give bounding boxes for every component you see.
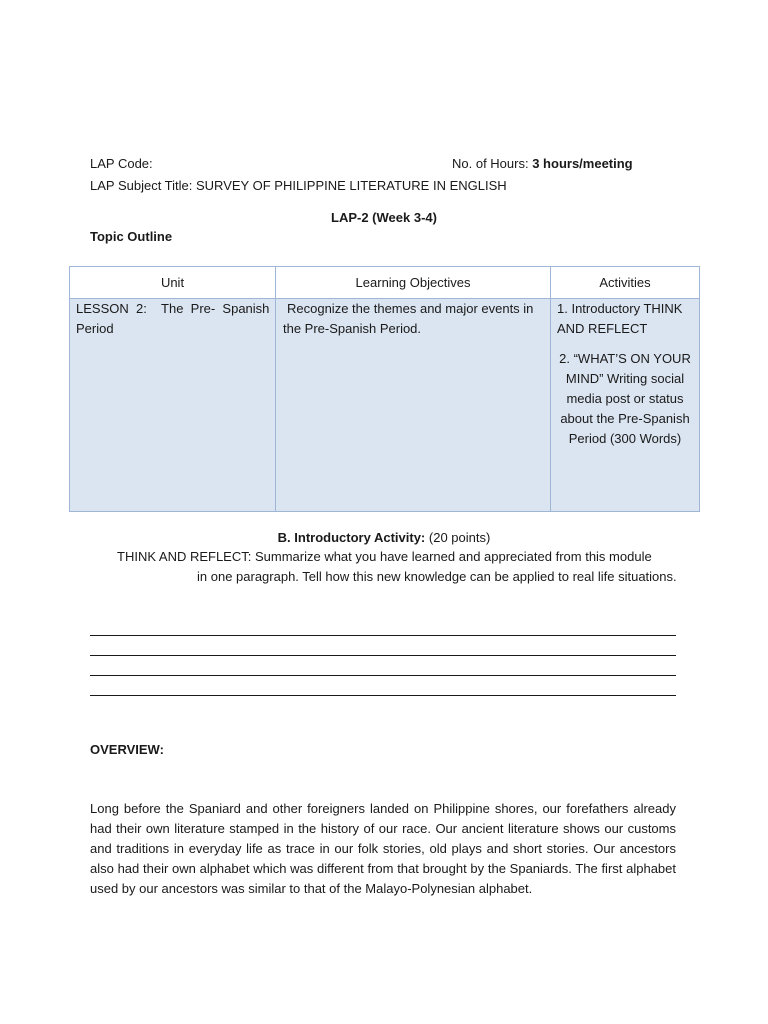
- hours-value: 3 hours/meeting: [532, 156, 633, 171]
- topic-outline-heading: Topic Outline: [90, 229, 173, 244]
- think-rest: in one paragraph. Tell how this new knowledge can be applied to real life situations.: [197, 569, 677, 584]
- hours-line: [452, 154, 633, 174]
- answer-line[interactable]: [90, 695, 676, 696]
- unit-line-1: LESSON 2: The Pre- Spanish: [76, 301, 270, 316]
- activity-title-bold: B. Introductory Activity:: [277, 530, 426, 545]
- unit-text: [70, 299, 275, 339]
- activity-2: 2. “WHAT’S ON YOUR MIND” Writing social media post or status about the Pre-Spanish Period (300 Words): [559, 351, 691, 446]
- header-objectives: Learning Objectives: [276, 267, 551, 299]
- answer-line[interactable]: [90, 675, 676, 676]
- answer-line[interactable]: [90, 635, 676, 636]
- overview-heading: OVERVIEW:: [90, 742, 164, 757]
- objectives-cell: [276, 299, 551, 512]
- unit-line-2: Period: [76, 321, 114, 336]
- hours-label: No. of Hours:: [452, 156, 529, 171]
- think-reflect-instructions: [117, 547, 677, 587]
- overview-paragraph: Long before the Spaniard and other foreigners landed on Philippine shores, our forefathers already had their own literature stamped in the history of our race. Our ancient literature shows our customs and traditions in everyday life as trace in our folk stories, old plays and short stories. Our ancestors also had their own alphabet which was different from that brought by the Spaniards. The first alphabet used by our ancestors was similar to that of the Malayo-Polynesian alphabet.: [90, 801, 676, 896]
- objective-text: Recognize the themes and major events in the Pre-Spanish Period.: [283, 301, 534, 336]
- header-activities: Activities: [551, 267, 700, 299]
- table-header-row: [70, 267, 700, 299]
- table-row: [70, 299, 700, 512]
- activity-points: (20 points): [428, 530, 491, 545]
- subject-line: [90, 176, 507, 196]
- lap-code-label: LAP Code:: [90, 156, 153, 171]
- activity-1: 1. Introductory THINK AND REFLECT: [557, 301, 683, 336]
- activity-title: [0, 528, 768, 548]
- think-line-1: THINK AND REFLECT: Summarize what you have learned and appreciated from this module: [117, 549, 652, 564]
- topic-outline-table: [69, 266, 700, 512]
- subject-value: SURVEY OF PHILIPPINE LITERATURE IN ENGLISH: [196, 178, 507, 193]
- lap-title: LAP-2 (Week 3-4): [331, 210, 437, 225]
- answer-line[interactable]: [90, 655, 676, 656]
- unit-cell: [70, 299, 276, 512]
- activities-cell: [551, 299, 700, 512]
- header-unit: Unit: [70, 267, 276, 299]
- subject-label: LAP Subject Title:: [90, 178, 193, 193]
